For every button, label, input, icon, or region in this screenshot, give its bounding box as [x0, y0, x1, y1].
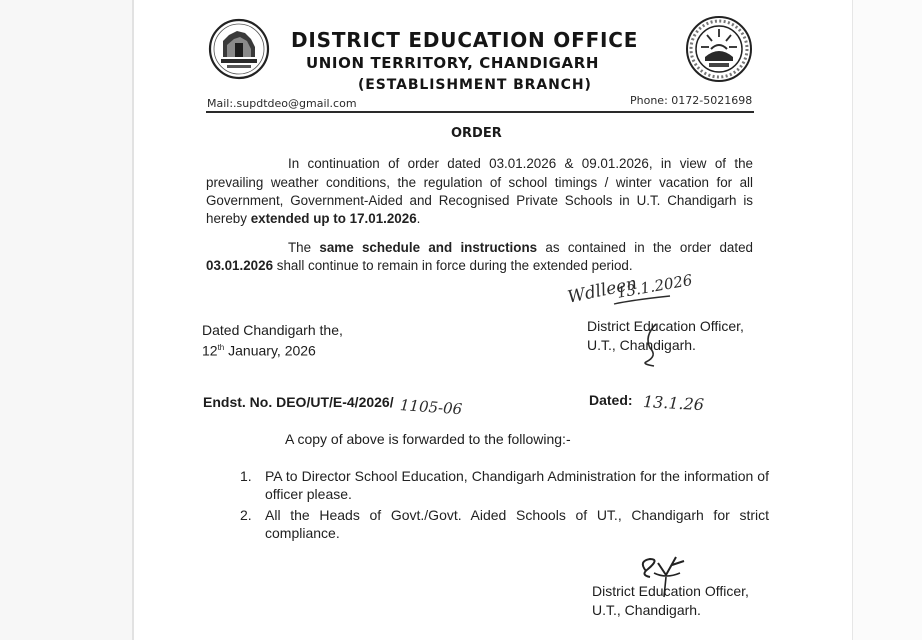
phone-number: Phone: 0172-5021698: [630, 94, 753, 107]
forward-item-text: All the Heads of Govt./Govt. Aided Schools of UT., Chandigarh for strict compliance.: [265, 507, 769, 541]
para2-line1: [288, 240, 753, 255]
para1-line1: In continuation of order dated 03.01.2026 & 09.01.2026, in view of the: [288, 156, 753, 171]
forward-item-number: 2.: [240, 507, 252, 523]
deo-designation-1: District Education Officer,: [587, 318, 744, 334]
para1-line2: prevailing weather conditions, the regulation of school timings / winter vacation for all: [206, 175, 753, 190]
scan-right-margin: [852, 0, 922, 640]
deo-designation-2: District Education Officer,: [592, 583, 749, 599]
dated-place-line: Dated Chandigarh the,: [202, 322, 343, 338]
page-edge-line: [852, 0, 853, 640]
deo-location-1: U.T., Chandigarh.: [587, 337, 696, 353]
endorsement-number-label: Endst. No. DEO/UT/E-4/2026/: [203, 394, 394, 410]
mail-address: Mail:.supdtdeo@gmail.com: [207, 97, 357, 110]
endorsement-dated-label: Dated:: [589, 392, 633, 408]
dated-day: 12: [202, 342, 218, 359]
para1-line3: Government, Government-Aided and Recognised Private Schools in U.T. Chandigarh is: [206, 193, 753, 208]
same-schedule-phrase: same schedule and instructions: [319, 240, 538, 255]
forward-text: A copy of above is forwarded to the following:-: [285, 431, 571, 447]
signature-underline-stroke: [612, 294, 672, 306]
para2-the: The: [288, 240, 312, 255]
office-subtitle: UNION TERRITORY, CHANDIGARH: [306, 54, 599, 72]
header-divider: [206, 111, 754, 113]
para2-line2: [206, 258, 633, 273]
deo-location-2: U.T., Chandigarh.: [592, 602, 701, 618]
signature-handwritten-date: 13.1.2026: [615, 270, 694, 302]
para1-period: .: [416, 211, 421, 226]
forward-list-item: [240, 467, 769, 503]
para2-mid: as contained in the order dated: [545, 240, 753, 255]
order-heading: ORDER: [451, 126, 502, 141]
endorsement-handwritten-number: 1105-06: [399, 396, 463, 419]
reference-order-date: 03.01.2026: [206, 258, 274, 273]
dated-day-suffix: th: [217, 343, 225, 352]
forward-list: [240, 467, 769, 545]
office-title: DISTRICT EDUCATION OFFICE: [291, 28, 639, 52]
forward-item-number: 1.: [240, 468, 252, 484]
scan-left-margin: [0, 0, 134, 640]
dated-month-year: January, 2026: [228, 342, 316, 359]
forward-item-text: PA to Director School Education, Chandigarh Administration for the information of officer please.: [265, 468, 769, 502]
dated-day-line: [202, 338, 316, 361]
para1-hereby: hereby: [206, 211, 247, 226]
para2-end: shall continue to remain in force during the extended period.: [276, 258, 633, 273]
forward-list-item: [240, 506, 769, 542]
para1-line4: [206, 211, 420, 226]
branch-name: (ESTABLISHMENT BRANCH): [358, 77, 592, 93]
administration-emblem-icon: [207, 17, 271, 81]
signature-scrawl-1: Wdlleen: [565, 273, 639, 308]
endorsement-handwritten-date: 13.1.26: [642, 392, 705, 415]
education-department-seal-icon: [685, 15, 753, 83]
extension-date: extended up to 17.01.2026: [250, 211, 417, 226]
